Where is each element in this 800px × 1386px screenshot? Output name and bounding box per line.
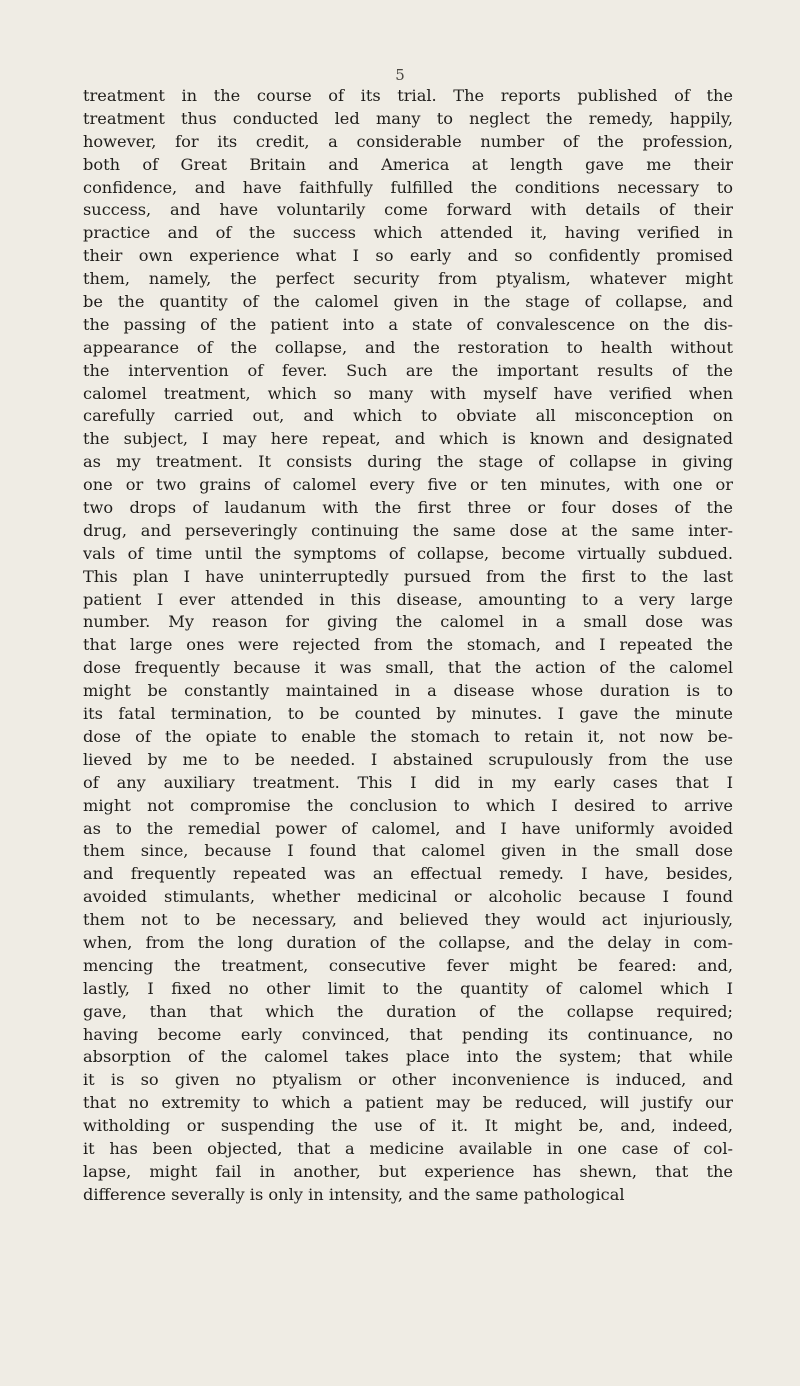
page-number: 5 [395, 66, 405, 84]
text-line: lapse, might fail in another, but experience has shewn, that the [83, 1161, 733, 1181]
text-line: the intervention of fever. Such are the important results of the [83, 360, 733, 380]
text-line: appearance of the collapse, and the restoration to health without [83, 337, 733, 357]
text-line: one or two grains of calomel every five or ten minutes, with one or [83, 475, 733, 495]
text-line: them not to be necessary, and believed they would act injuriously, [83, 910, 733, 930]
text-line: vals of time until the symptoms of collapse, become virtually subdued. [83, 543, 733, 563]
text-line: treatment thus conducted led many to neglect the remedy, happily, [83, 108, 733, 128]
text-line: absorption of the calomel takes place into the system; that while [83, 1047, 733, 1067]
text-line: dose of the opiate to enable the stomach to retain it, not now be- [83, 726, 733, 746]
text-line: having become early convinced, that pending its continuance, no [83, 1024, 733, 1044]
text-line: dose frequently because it was small, that the action of the calomel [83, 658, 733, 678]
text-line: avoided stimulants, whether medicinal or alcoholic because I found [83, 887, 733, 907]
text-line: however, for its credit, a considerable number of the profession, [83, 131, 733, 151]
text-line: mencing the treatment, consecutive fever might be feared: and, [83, 955, 733, 975]
text-line: and frequently repeated was an effectual remedy. I have, besides, [83, 864, 733, 884]
text-line: that large ones were rejected from the stomach, and I repeated the [83, 635, 733, 655]
text-line: patient I ever attended in this disease, amounting to a very large [83, 589, 733, 609]
text-line: when, from the long duration of the collapse, and the delay in com- [83, 932, 733, 952]
text-line: it is so given no ptyalism or other inconvenience is induced, and [83, 1070, 733, 1090]
text-line: carefully carried out, and which to obviate all misconception on [83, 406, 733, 426]
text-line: of any auxiliary treatment. This I did in my early cases that I [83, 772, 733, 792]
text-line: This plan I have uninterruptedly pursued from the first to the last [83, 566, 733, 586]
text-line: lieved by me to be needed. I abstained scrupulously from the use [83, 749, 733, 769]
text-line: them, namely, the perfect security from ptyalism, whatever might [83, 269, 733, 289]
text-line: gave, than that which the duration of the collapse required; [83, 1001, 733, 1021]
text-line: the passing of the patient into a state of convalescence on the dis- [83, 314, 733, 334]
text-line: the subject, I may here repeat, and which is known and designated [83, 429, 733, 449]
text-line: drug, and perseveringly continuing the same dose at the same inter- [83, 520, 733, 540]
text-line: two drops of laudanum with the first three or four doses of the [83, 498, 733, 518]
text-line: might not compromise the conclusion to which I desired to arrive [83, 795, 733, 815]
text-line: lastly, I fixed no other limit to the quantity of calomel which I [83, 978, 733, 998]
text-line: as my treatment. It consists during the stage of collapse in giving [83, 452, 733, 472]
text-line: treatment in the course of its trial. The reports published of the [83, 86, 733, 105]
text-line: it has been objected, that a medicine available in one case of col- [83, 1138, 733, 1158]
text-line: their own experience what I so early and so confidently promised [83, 246, 733, 266]
text-line: that no extremity to which a patient may be reduced, will justify our [83, 1093, 733, 1113]
text-line: as to the remedial power of calomel, and I have uniformly avoided [83, 818, 733, 838]
text-line: practice and of the success which attended it, having verified in [83, 223, 733, 243]
text-line: its fatal termination, to be counted by minutes. I gave the minute [83, 704, 733, 724]
text-line: confidence, and have faithfully fulfilled the conditions necessary to [83, 177, 733, 197]
text-line: both of Great Britain and America at length gave me their [83, 154, 733, 174]
text-line: might be constantly maintained in a disease whose duration is to [83, 681, 733, 701]
text-line: witholding or suspending the use of it. It might be, and, indeed, [83, 1116, 733, 1136]
text-line: calomel treatment, which so many with myself have verified when [83, 383, 733, 403]
text-line: difference severally is only in intensity, and the same pathological [83, 1184, 625, 1204]
body-text [83, 85, 733, 1207]
text-line: success, and have voluntarily come forward with details of their [83, 200, 733, 220]
text-line: number. My reason for giving the calomel in a small dose was [83, 612, 733, 632]
text-line: them since, because I found that calomel given in the small dose [83, 841, 733, 861]
text-line: be the quantity of the calomel given in the stage of collapse, and [83, 292, 733, 312]
